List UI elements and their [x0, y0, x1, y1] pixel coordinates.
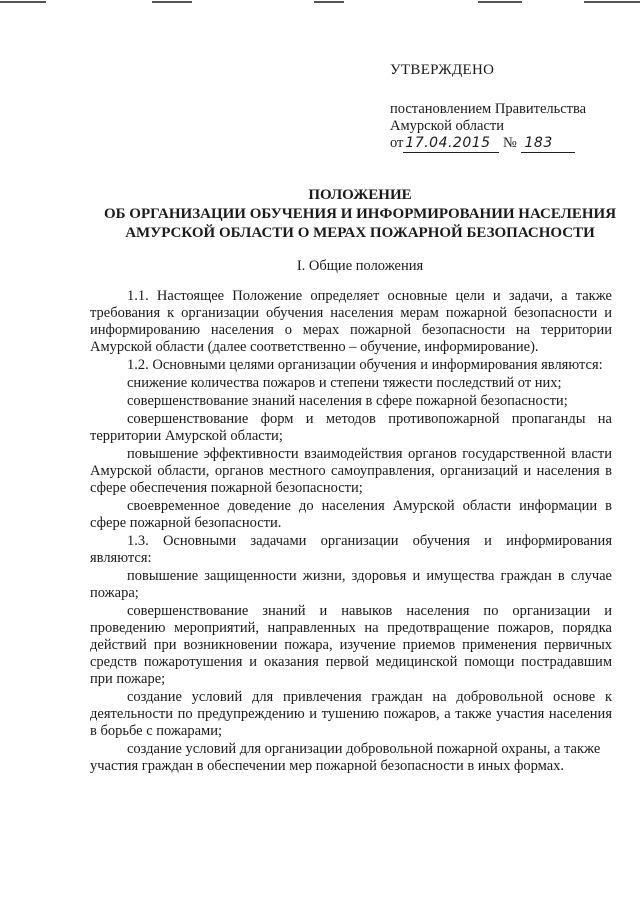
paragraph: повышение эффективности взаимодействия органов государственной власти Амурской области, органов местного самоуправления, организаций и населения в сфере обеспечения пожарной безопасности; — [90, 446, 612, 496]
paragraph: 1.1. Настоящее Положение определяет основные цели и задачи, а также требования к организации обучения населения мерам пожарной безопасности и информированию населения о мерах пожарной безопасности на территории Амурской области (далее соответственно – обучение, информирование). — [90, 288, 612, 355]
handwritten-number: 183 — [521, 135, 575, 153]
scan-edge — [0, 0, 640, 6]
paragraph: 1.3. Основными задачами организации обучения и информирования являются: — [90, 533, 612, 566]
document-title-line-1: ПОЛОЖЕНИЕ — [308, 187, 412, 203]
approval-line-region: Амурской области — [390, 118, 504, 134]
paragraph: 1.2. Основными целями организации обучения и информирования являются: — [127, 357, 603, 373]
document-body — [90, 288, 612, 776]
document-title-line-2: ОБ ОРГАНИЗАЦИИ ОБУЧЕНИЯ И ИНФОРМИРОВАНИИ НАСЕЛЕНИЯ — [103, 206, 617, 222]
paragraph: повышение защищенности жизни, здоровья и имущества граждан в случае пожара; — [90, 568, 612, 601]
approval-title: УТВЕРЖДЕНО — [390, 62, 495, 78]
paragraph: снижение количества пожаров и степени тяжести последствий от них; — [127, 375, 562, 391]
paragraph: создание условий для привлечения граждан на добровольной основе к деятельности по предупреждению и тушению пожаров, а также участия населения в борьбе с пожарами; — [90, 689, 612, 739]
document-title-line-3: АМУРСКОЙ ОБЛАСТИ О МЕРАХ ПОЖАРНОЙ БЕЗОПАСНОСТИ — [125, 225, 595, 241]
handwritten-date: 17.04.2015 — [403, 135, 499, 153]
approval-line-decree: постановлением Правительства — [390, 101, 587, 117]
paragraph: совершенствование знаний и навыков населения по организации и проведению мероприятий, направленных на предотвращение пожаров, порядка действий при возникновении пожара, изучение приемов применения первичных средств пожаротушения и оказания первой медицинской помощи пострадавшим при пожаре; — [90, 603, 612, 687]
approval-date-line — [390, 135, 630, 153]
paragraph: создание условий для организации добровольной пожарной охраны, а также участия граждан в обеспечении мер пожарной безопасности в иных формах. — [90, 741, 601, 774]
document-title — [90, 186, 630, 243]
approval-block — [390, 62, 630, 153]
number-prefix: № — [503, 135, 517, 151]
paragraph: совершенствование знаний населения в сфере пожарной безопасности; — [127, 393, 568, 409]
date-prefix: от — [390, 135, 404, 151]
section-heading: I. Общие положения — [296, 258, 424, 274]
paragraph: своевременное доведение до населения Амурской области информации в сфере пожарной безопасности. — [90, 498, 612, 531]
paragraph: совершенствование форм и методов противопожарной пропаганды на территории Амурской области; — [90, 411, 612, 444]
